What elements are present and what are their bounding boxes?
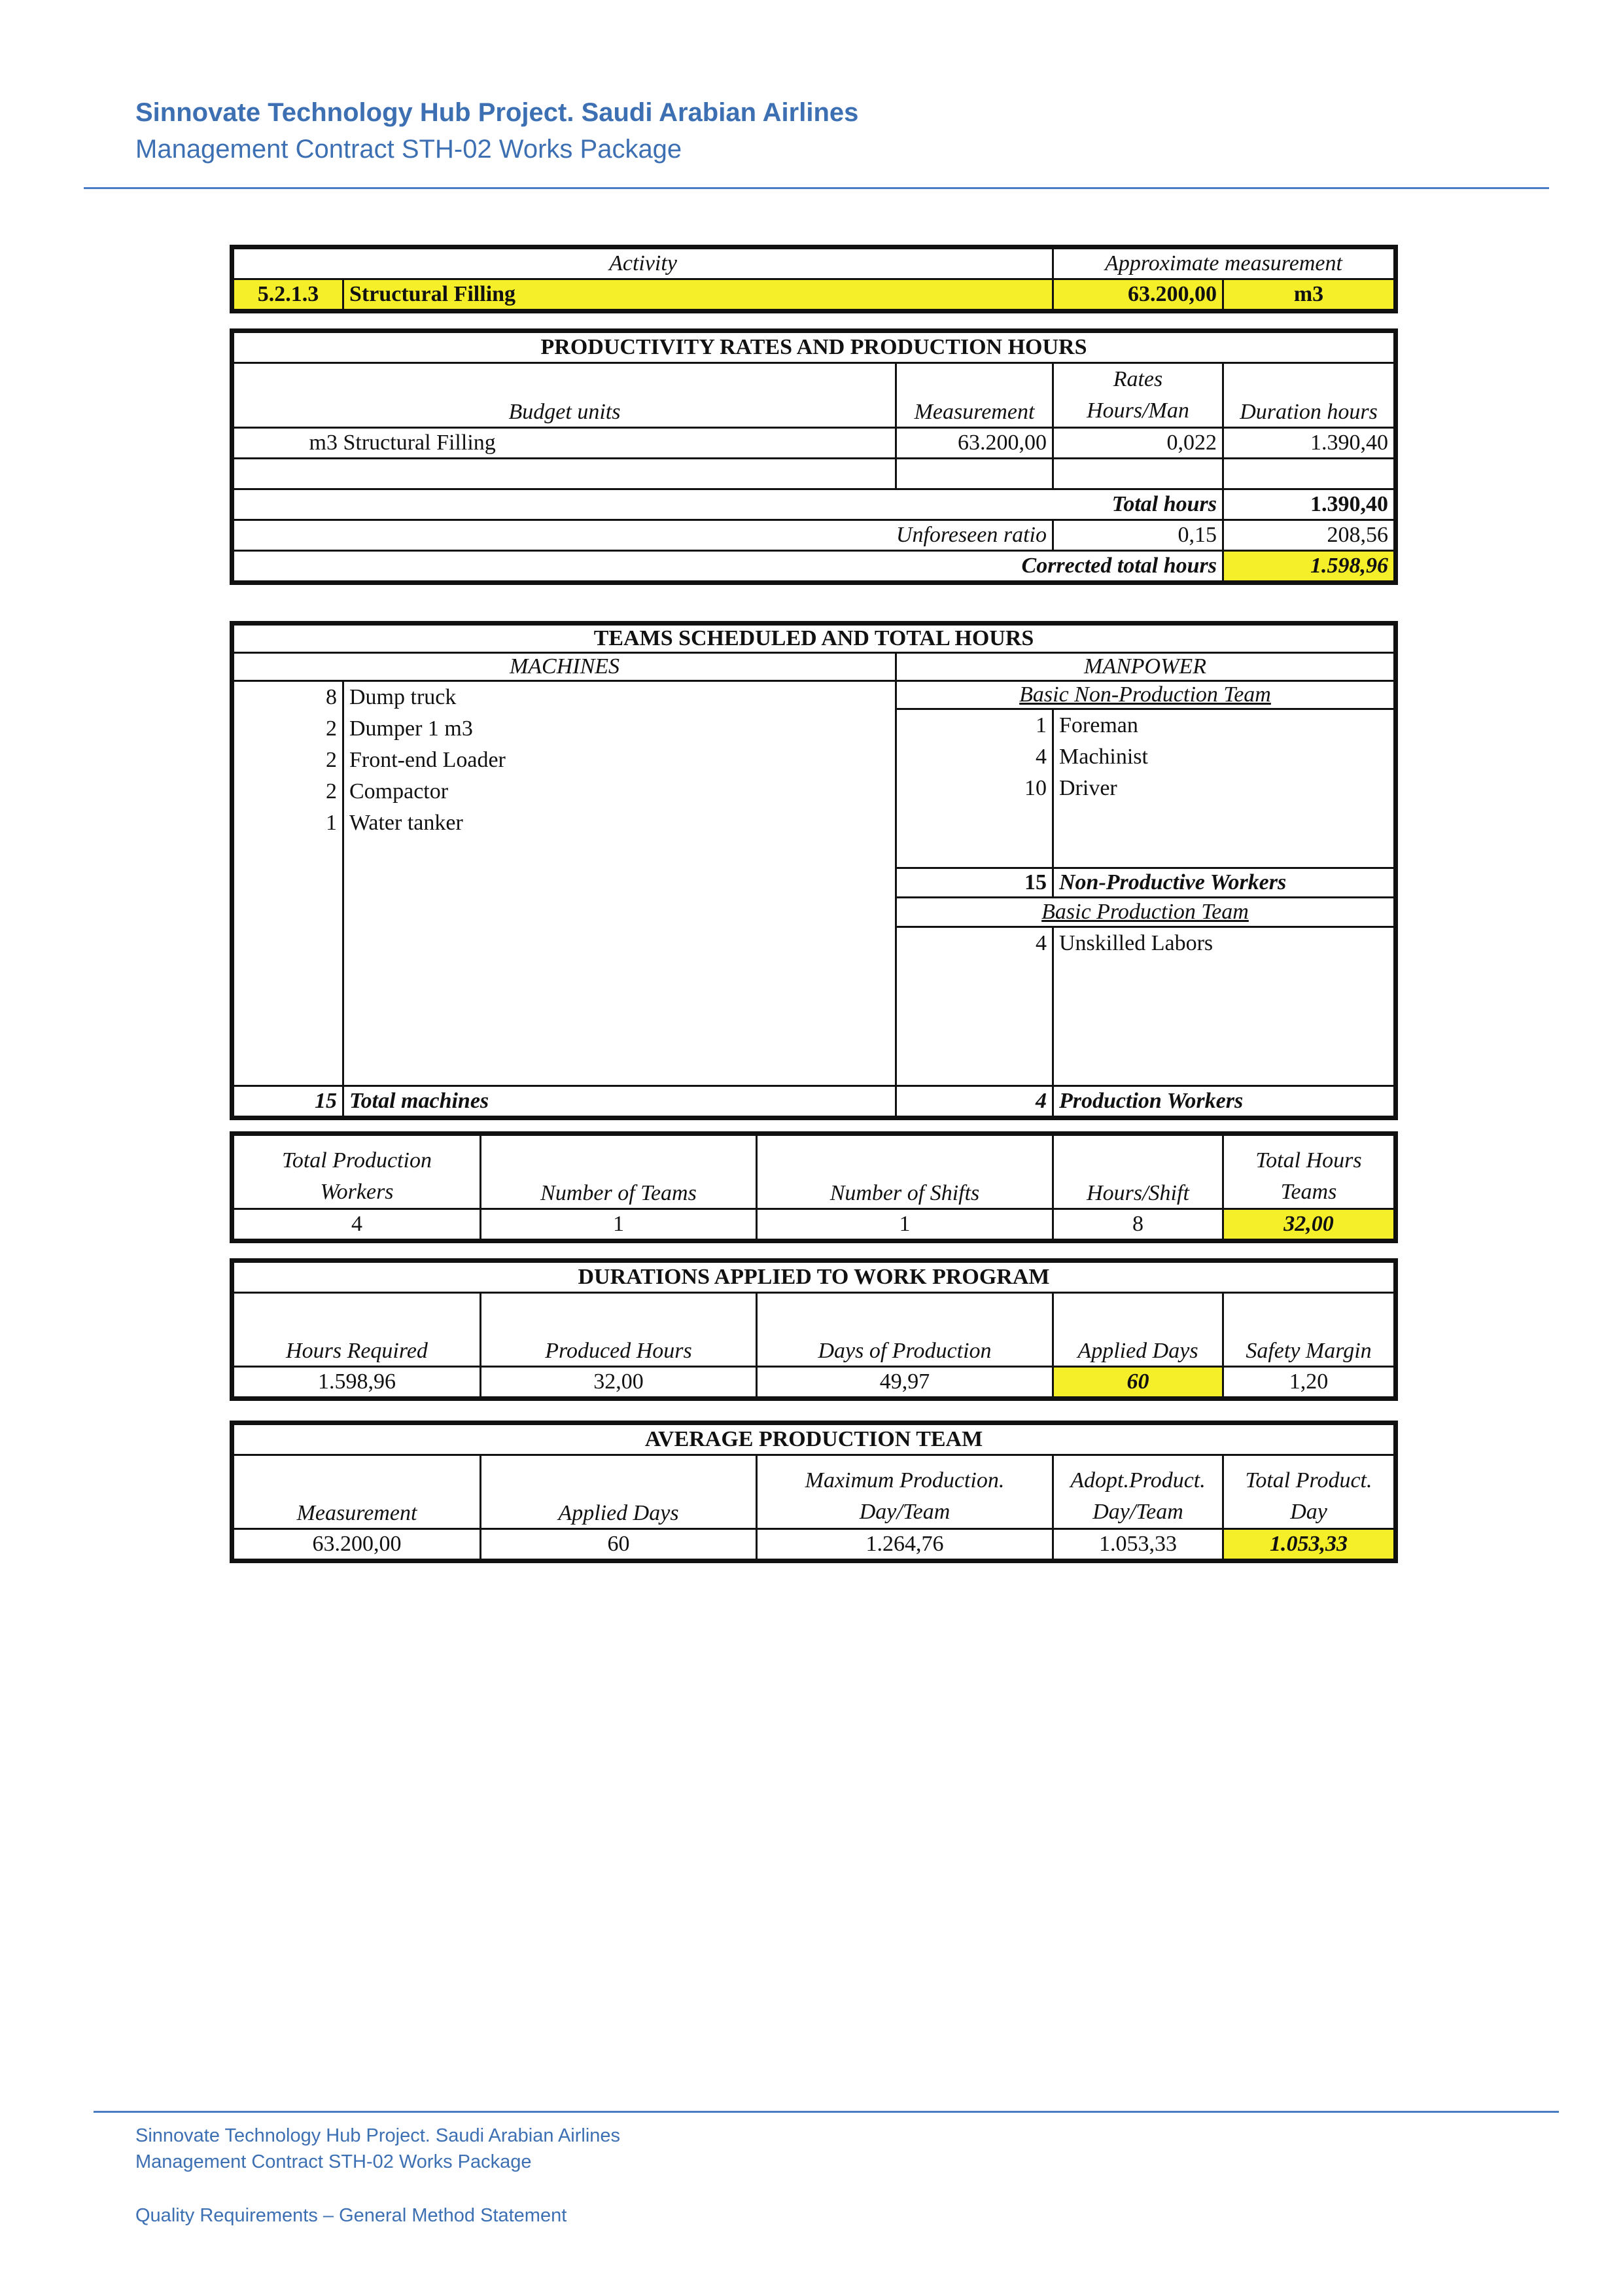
team-hours-table: [232, 1134, 1395, 1241]
budget-row-name: m3 Structural Filling: [234, 428, 896, 459]
footer-line-1: Sinnovate Technology Hub Project. Saudi Arabian Airlines: [135, 2125, 621, 2146]
prod-team-label: Basic Production Team: [896, 898, 1395, 927]
header-subtitle: Management Contract STH-02 Works Package: [135, 135, 682, 164]
unforeseen-ratio: 0,15: [1053, 520, 1223, 551]
manpower-label: MANPOWER: [896, 653, 1395, 681]
produced-hours-value: 32,00: [481, 1367, 757, 1398]
col-adopt-product: Adopt.Product. Day/Team: [1053, 1455, 1223, 1529]
activity-quantity: 63.200,00: [1053, 279, 1223, 310]
activity-table: [232, 247, 1395, 311]
measurement-label: Approximate measurement: [1053, 249, 1395, 279]
header-title: Sinnovate Technology Hub Project. Saudi Arabian Airlines: [135, 98, 859, 127]
footer-rule: [94, 2111, 1559, 2113]
col-hours-required: Hours Required: [234, 1293, 481, 1367]
machines-qty-col: 8 2 2 2 1: [234, 681, 343, 1086]
footer-line-3: Quality Requirements – General Method Statement: [135, 2205, 567, 2226]
col-measurement: Measurement: [896, 363, 1053, 428]
adopt-product-value: 1.053,33: [1053, 1529, 1223, 1560]
applied-days-value: 60: [1053, 1367, 1223, 1398]
non-prod-qty-col: 1 4 10: [896, 709, 1053, 868]
col-max-production: Maximum Production. Day/Team: [757, 1455, 1053, 1529]
total-workers-value: 4: [234, 1209, 481, 1240]
max-production-value: 1.264,76: [757, 1529, 1053, 1560]
safety-margin-value: 1,20: [1223, 1367, 1395, 1398]
prod-total: 4: [896, 1086, 1053, 1117]
col-budget-units: Budget units: [234, 363, 896, 428]
days-production-value: 49,97: [757, 1367, 1053, 1398]
hours-shift-value: 8: [1053, 1209, 1223, 1240]
col-total-workers: Total Production Workers: [234, 1135, 481, 1209]
col-number-shifts: Number of Shifts: [757, 1135, 1053, 1209]
col-hours-shift: Hours/Shift: [1053, 1135, 1223, 1209]
teams-table: [232, 624, 1395, 1118]
machines-name-col: Dump truck Dumper 1 m3 Front-end Loader Compactor Water tanker: [343, 681, 896, 1086]
machines-label: MACHINES: [234, 653, 896, 681]
average-table: [232, 1423, 1395, 1561]
productivity-title: PRODUCTIVITY RATES AND PRODUCTION HOURS: [234, 332, 1395, 363]
hours-required-value: 1.598,96: [234, 1367, 481, 1398]
avg-applied-days-value: 60: [481, 1529, 757, 1560]
unforeseen-hours: 208,56: [1223, 520, 1395, 551]
footer-line-2: Management Contract STH-02 Works Package: [135, 2151, 532, 2172]
non-prod-total: 15: [896, 868, 1053, 898]
activity-label: Activity: [234, 249, 1053, 279]
activity-name: Structural Filling: [343, 279, 1053, 310]
total-machines-label: Total machines: [343, 1086, 896, 1117]
col-produced-hours: Produced Hours: [481, 1293, 757, 1367]
non-prod-total-label: Non-Productive Workers: [1053, 868, 1395, 898]
budget-row-duration: 1.390,40: [1223, 428, 1395, 459]
col-safety-margin: Safety Margin: [1223, 1293, 1395, 1367]
prod-name-col: Unskilled Labors: [1053, 927, 1395, 1086]
unforeseen-label: Unforeseen ratio: [234, 520, 1053, 551]
non-prod-name-col: Foreman Machinist Driver: [1053, 709, 1395, 868]
number-shifts-value: 1: [757, 1209, 1053, 1240]
col-days-production: Days of Production: [757, 1293, 1053, 1367]
col-number-teams: Number of Teams: [481, 1135, 757, 1209]
col-avg-applied-days: Applied Days: [481, 1455, 757, 1529]
corrected-label: Corrected total hours: [234, 551, 1223, 582]
col-avg-measurement: Measurement: [234, 1455, 481, 1529]
activity-code: 5.2.1.3: [234, 279, 343, 310]
col-total-hours-teams: Total Hours Teams: [1223, 1135, 1395, 1209]
header-rule: [84, 187, 1549, 189]
total-hours-teams-value: 32,00: [1223, 1209, 1395, 1240]
prod-qty-col: 4: [896, 927, 1053, 1086]
total-hours-value: 1.390,40: [1223, 489, 1395, 520]
budget-row-rate: 0,022: [1053, 428, 1223, 459]
teams-title: TEAMS SCHEDULED AND TOTAL HOURS: [234, 625, 1395, 653]
durations-table: [232, 1261, 1395, 1398]
prod-total-label: Production Workers: [1053, 1086, 1395, 1117]
budget-row-measurement: 63.200,00: [896, 428, 1053, 459]
non-prod-team-label: Basic Non-Production Team: [896, 681, 1395, 709]
col-duration-hours: Duration hours: [1223, 363, 1395, 428]
avg-measurement-value: 63.200,00: [234, 1529, 481, 1560]
corrected-hours: 1.598,96: [1223, 551, 1395, 582]
average-title: AVERAGE PRODUCTION TEAM: [234, 1424, 1395, 1455]
col-applied-days: Applied Days: [1053, 1293, 1223, 1367]
col-total-product: Total Product. Day: [1223, 1455, 1395, 1529]
total-machines: 15: [234, 1086, 343, 1117]
total-hours-label: Total hours: [234, 489, 1223, 520]
productivity-table: [232, 331, 1395, 582]
number-teams-value: 1: [481, 1209, 757, 1240]
col-rates: Rates Hours/Man: [1053, 363, 1223, 428]
activity-unit: m3: [1223, 279, 1395, 310]
total-product-value: 1.053,33: [1223, 1529, 1395, 1560]
durations-title: DURATIONS APPLIED TO WORK PROGRAM: [234, 1262, 1395, 1293]
